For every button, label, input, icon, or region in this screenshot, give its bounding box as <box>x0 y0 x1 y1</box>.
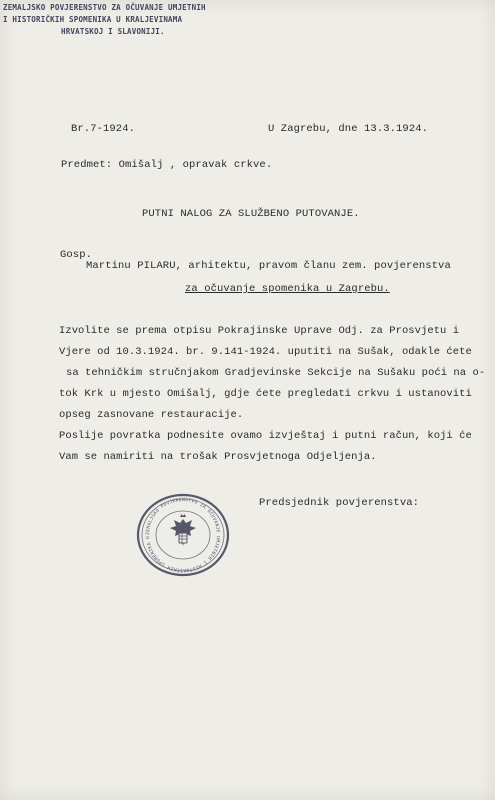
document-title: PUTNI NALOG ZA SLUŽBENO PUTOVANJE. <box>142 208 360 220</box>
stamp-line-1: ZEMALJSKO POVJERENSTVO ZA OČUVANJE UMJETNIH <box>3 3 206 12</box>
body-line: opseg zasnovane restauracije. <box>59 409 244 421</box>
coat-of-arms-eagle-icon <box>170 514 196 546</box>
addressee-line-2: za očuvanje spomenika u Zagrebu. <box>185 283 390 295</box>
body-line: sa tehničkim stručnjakom Gradjevinske Sekcije na Sušaku poći na o- <box>66 367 486 379</box>
addressee-line-1: Martinu PILARU, arhitektu, pravom članu zem. povjerenstva <box>86 260 451 272</box>
official-seal <box>135 493 231 577</box>
body-text <box>59 321 486 468</box>
salutation: Gosp. <box>60 249 93 261</box>
subject-line: Predmet: Omišalj , opravak crkve. <box>61 159 273 171</box>
body-line: Izvolite se prema otpisu Pokrajinske Uprave Odj. za Prosvjetu i <box>59 325 460 337</box>
body-line: Vjere od 10.3.1924. br. 9.141-1924. uputiti na Sušak, odakle ćete <box>59 346 472 358</box>
body-line: Poslije povratka podnesite ovamo izvještaj i putni račun, koji će <box>59 430 472 442</box>
body-line: Vam se namiriti na trošak Prosvjetnoga Odjeljenja. <box>59 451 377 463</box>
document-number: Br.7-1924. <box>71 123 136 135</box>
signature-label: Predsjednik povjerenstva: <box>259 497 420 509</box>
stamp-line-3: HRVATSKOJ I SLAVONIJI. <box>61 27 165 36</box>
place-and-date: U Zagrebu, dne 13.3.1924. <box>268 123 429 135</box>
institution-header-stamp <box>3 2 265 38</box>
seal-ring-text: ZEMALJSKO POVJERENSTVO ZA OČUVANJE UMJETNIH I HISTORIČKIH SPOMENIKA U <box>145 497 221 573</box>
body-line: tok Krk u mjesto Omišalj, gdje ćete pregledati crkvu i ustanoviti <box>59 388 472 400</box>
stamp-line-2: I HISTORIČKIH SPOMENIKA U KRALJEVINAMA <box>3 15 183 24</box>
